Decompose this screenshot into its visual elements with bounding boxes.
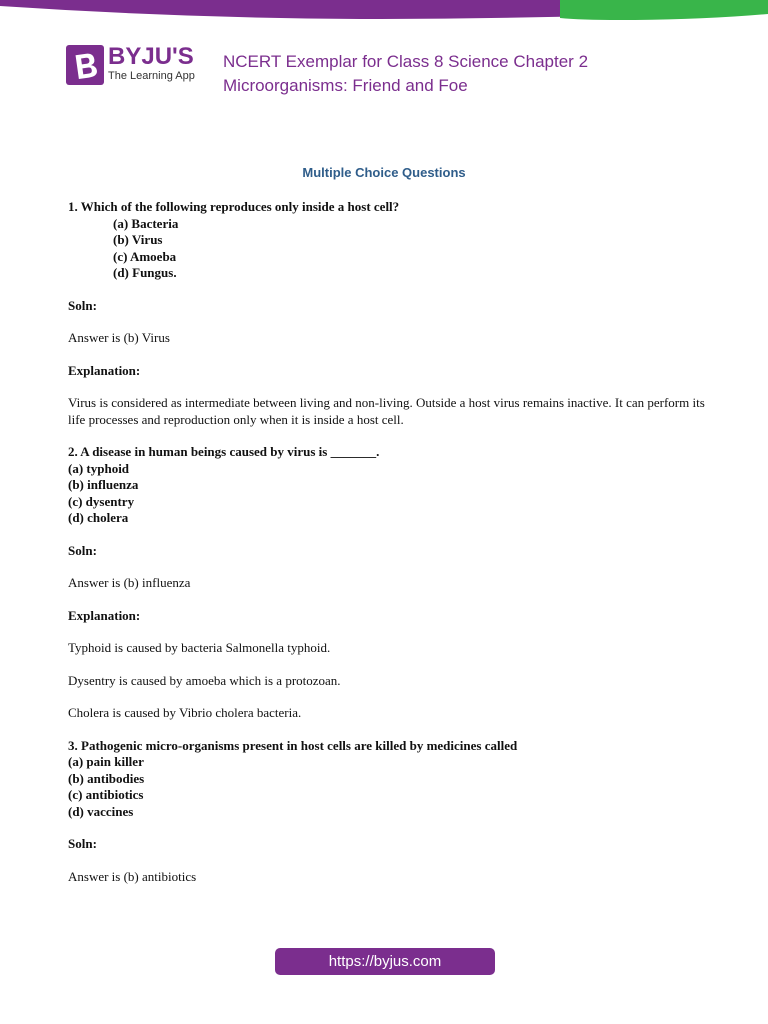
q3-option-a: (a) pain killer [68, 754, 144, 769]
q2-soln-label: Soln: [68, 542, 97, 558]
q1-answer: Answer is (b) Virus [68, 330, 170, 345]
q2-explanation-label: Explanation: [68, 607, 141, 623]
document-title-line-1: NCERT Exemplar for Class 8 Science Chapter 2 [223, 52, 589, 71]
q1-explanation-label: Explanation: [68, 362, 141, 378]
question-3: 3. Pathogenic micro-organisms present in host cells are killed by medicines called [68, 737, 518, 753]
top-decorative-band [0, 0, 768, 30]
q1-option-c: (c) Amoeba [113, 248, 177, 264]
section-title: Multiple Choice Questions [302, 165, 466, 180]
q2-option-c: (c) dysentry [68, 493, 135, 509]
q2-explanation-line-1: Typhoid is caused by bacteria Salmonella typhoid. [68, 640, 331, 655]
logo-name: BYJU'S [108, 43, 194, 70]
q3-option-d: (d) vaccines [68, 803, 134, 819]
q3-soln-label: Soln: [68, 836, 97, 851]
q2-option-a: (a) typhoid [68, 460, 130, 476]
q1-option-a: (a) Bacteria [113, 215, 179, 231]
byjus-logo [66, 45, 206, 89]
q2-option-b: (b) influenza [68, 477, 139, 492]
logo-mark-icon [66, 45, 104, 85]
q1-explanation: Virus is considered as intermediate between living and non-living. Outside a host virus remains inactive. It can perform its life processes and reproduction only when it is inside a host cell. [68, 395, 705, 427]
question-1: 1. Which of the following reproduces only inside a host cell? [68, 199, 400, 214]
footer-url-link[interactable]: https://byjus.com [275, 948, 495, 975]
q1-option-d: (d) Fungus. [113, 265, 177, 280]
q1-soln-label: Soln: [68, 297, 97, 313]
q2-explanation-line-3: Cholera is caused by Vibrio cholera bacteria. [68, 705, 302, 720]
q3-option-b: (b) antibodies [68, 770, 145, 786]
q2-explanation-line-2: Dysentry is caused by amoeba which is a protozoan. [68, 672, 341, 688]
document-body [68, 199, 708, 885]
q1-option-b: (b) Virus [113, 232, 163, 247]
logo-tagline: The Learning App [108, 70, 195, 82]
q3-option-c: (c) antibiotics [68, 787, 144, 802]
q2-option-d: (d) cholera [68, 510, 129, 525]
question-2: 2. A disease in human beings caused by virus is _______. [68, 444, 380, 459]
q3-answer: Answer is (b) antibiotics [68, 868, 197, 884]
document-title-line-2: Microorganisms: Friend and Foe [223, 76, 468, 95]
document-title [223, 50, 588, 98]
q2-answer: Answer is (b) influenza [68, 575, 191, 590]
